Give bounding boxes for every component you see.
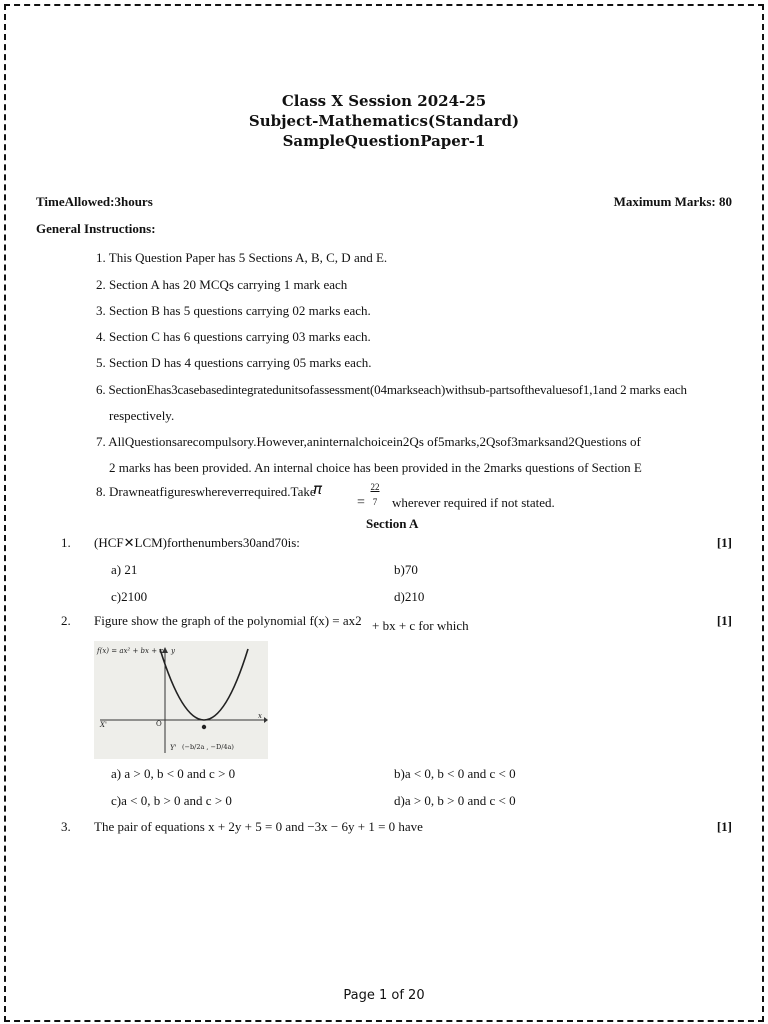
question-2-option-c: c)a < 0, b > 0 and c > 0 [111,793,232,808]
maximum-marks: Maximum Marks: 80 [613,194,732,209]
general-instructions-heading: General Instructions: [36,221,156,236]
question-1-number: 1. [61,535,71,550]
instruction-2: 2. Section A has 20 MCQs carrying 1 mark each [96,277,348,292]
graph-yprime-label: Y' [170,744,177,752]
question-2-option-a: a) a > 0, b < 0 and c > 0 [111,766,236,781]
question-3-marks: [1] [716,819,732,834]
page-border [4,4,764,1022]
instruction-8: 8. Drawneatfigureswhereverrequired.Take [96,484,316,499]
time-allowed: TimeAllowed:3hours [36,194,153,209]
question-1-option-c: c)2100 [111,589,148,604]
instruction-8-tail: wherever required if not stated. [392,495,555,510]
equals-sign: = [357,495,365,510]
instruction-4: 4. Section C has 6 questions carrying 03 marks each. [96,329,371,344]
pi-numerator: 22 [370,482,380,492]
pi-symbol: π [313,480,323,498]
graph-function-label: f(x) = ax² + bx + c [97,647,164,655]
instruction-7-cont: 2 marks has been provided. An internal choice has been provided in the 2marks questions of Section E [109,460,642,475]
graph-xprime-label: X' [100,721,107,729]
instruction-5: 5. Section D has 4 questions carrying 05 marks each. [96,355,372,370]
instruction-3: 3. Section B has 5 questions carrying 02 marks each. [96,303,371,318]
question-1-option-a: a) 21 [111,562,138,577]
question-3-text: The pair of equations x + 2y + 5 = 0 and −3x − 6y + 1 = 0 have [94,819,423,834]
question-3-number: 3. [61,819,71,834]
question-2-option-d: d)a > 0, b > 0 and c < 0 [394,793,516,808]
question-2-option-b: b)a < 0, b < 0 and c < 0 [394,766,516,781]
parabola-graph [94,641,268,759]
instruction-1: 1. This Question Paper has 5 Sections A, B, C, D and E. [96,250,388,265]
instruction-6: 6. SectionEhas3casebasedintegratedunitsofassessment(04markseach)withsub-partsofthevaluesof1,1and 2 marks each [96,382,687,397]
question-1-option-d: d)210 [394,589,425,604]
graph-y-label: y [171,647,175,655]
graph-vertex-label: (−b/2a , −D/4a) [182,743,234,751]
instruction-7: 7. AllQuestionsarecompulsory.However,aninternalchoicein2Qs of5marks,2Qsof3marksand2Questions of [96,434,641,449]
question-1-marks: [1] [716,535,732,550]
question-1-option-b: b)70 [394,562,418,577]
page-number-footer: Page 1 of 20 [343,988,425,1003]
graph-origin-label: O [156,720,162,728]
question-2-marks: [1] [716,613,732,628]
question-2-number: 2. [61,613,71,628]
question-2-text-cont: + bx + c for which [372,618,469,633]
pi-denominator: 7 [372,497,378,507]
paper-title: SampleQuestionPaper-1 [282,132,486,150]
question-1-text: (HCF✕LCM)forthenumbers30and70is: [94,535,300,550]
class-session-title: Class X Session 2024-25 [281,92,487,110]
question-2-text: Figure show the graph of the polynomial f(x) = ax2 [94,613,362,628]
instruction-6-cont: respectively. [109,408,175,423]
graph-x-label: x [258,712,262,720]
section-a-heading: Section A [366,516,419,531]
subject-title: Subject-Mathematics(Standard) [248,112,520,130]
